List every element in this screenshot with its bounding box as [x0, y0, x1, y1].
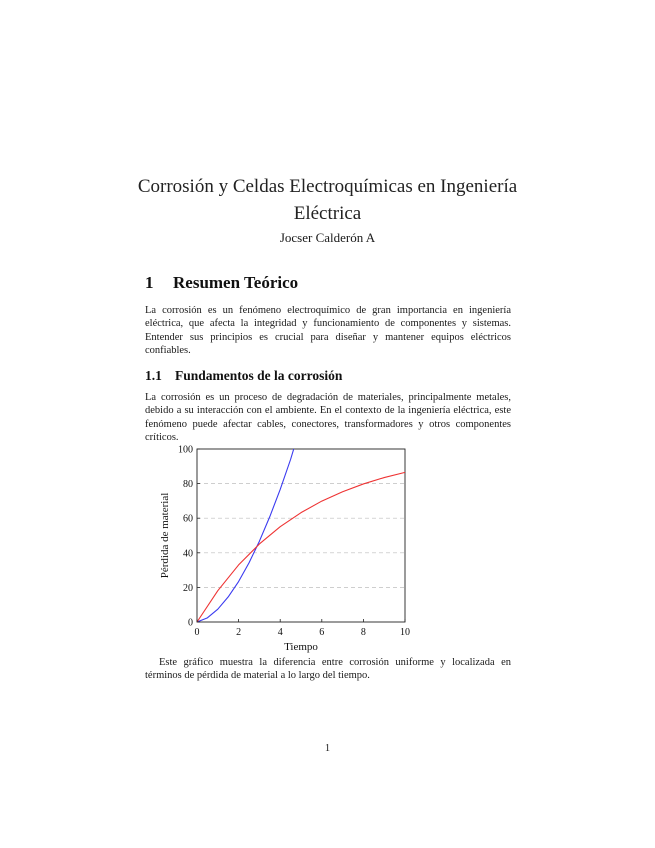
y-tick-label: 0 [188, 617, 193, 629]
y-tick-label: 20 [183, 582, 193, 594]
x-tick-label: 8 [360, 627, 366, 638]
section-heading [145, 273, 298, 293]
subsection-number: 1.1 [145, 368, 162, 383]
series-localized-line [197, 449, 294, 622]
x-axis-label: Tiempo [284, 641, 318, 653]
page-number: 1 [324, 743, 331, 754]
section-number: 1 [145, 273, 154, 292]
paragraph-fundamentals: La corrosión es un proceso de degradación de materiales, principalmente metales, debido a su interacción con el ambiente. En el contexto de la ingeniería eléctrica, este fenómeno puede afectar cables, conectores, transformadores y otros componentes críticos. [145, 392, 511, 444]
x-tick-label: 2 [236, 627, 242, 638]
subsection-title: Fundamentos de la corrosión [175, 368, 343, 383]
corrosion-chart [150, 440, 420, 655]
x-tick-label: 10 [400, 627, 410, 638]
x-tick-label: 4 [277, 627, 283, 638]
subsection-heading [145, 368, 342, 384]
x-tick-label: 6 [319, 627, 325, 638]
series-layer [197, 449, 405, 622]
y-tick-label: 60 [183, 513, 193, 525]
y-tick-label: 100 [178, 444, 193, 456]
grid-layer [197, 484, 405, 588]
section-title: Resumen Teórico [173, 273, 299, 292]
y-tick-label: 40 [183, 548, 193, 560]
document-title: Corrosión y Celdas Electroquímicas en Ingeniería Eléctrica [137, 176, 518, 224]
series-uniform-line [197, 472, 405, 622]
paragraph-chart-caption: Este gráfico muestra la diferencia entre corrosión uniforme y localizada en términos de pérdida de material a lo largo del tiempo. [145, 657, 511, 682]
author-name: Jocser Calderón A [279, 230, 376, 245]
x-tick-label: 0 [194, 627, 200, 638]
paragraph-intro: La corrosión es un fenómeno electroquímico de gran importancia en ingeniería eléctrica, que afecta la integridad y funcionamiento de componentes y sistemas. Entender sus principios es crucial para diseñar y mantener equipos eléctricos confiables. [145, 305, 511, 357]
y-axis-label: Pérdida de material [159, 492, 171, 579]
tick-layer [178, 445, 410, 639]
y-tick-label: 80 [183, 479, 193, 491]
